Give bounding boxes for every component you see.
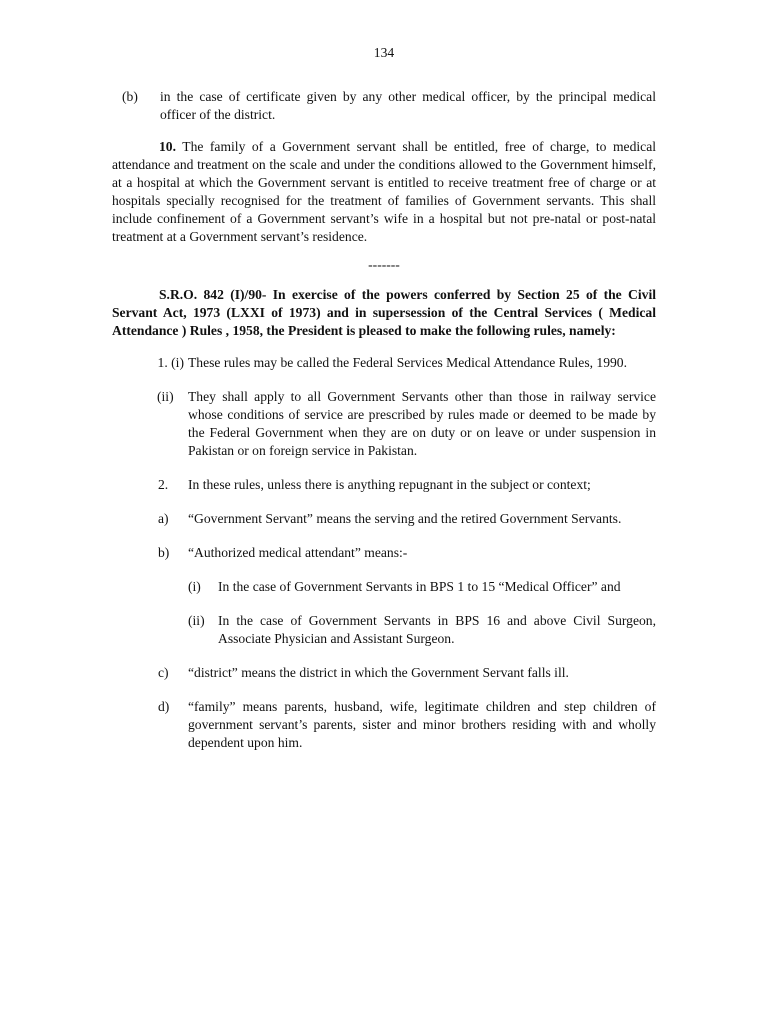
definition-c-text: “district” means the district in which the Government Servant falls ill. (188, 665, 569, 680)
clause-b-label: (b) (122, 89, 138, 104)
definition-d-text: “family” means parents, husband, wife, legitimate children and step children of government servant’s parents, sister and minor brothers residing with and wholly dependent upon him. (188, 699, 656, 750)
clause-b (112, 88, 656, 124)
definition-a-text: “Government Servant” means the serving and the retired Government Servants. (188, 511, 622, 526)
rule-2-text: In these rules, unless there is anything repugnant in the subject or context; (188, 477, 591, 492)
rule-1-number-and-label (112, 354, 188, 372)
definition-b-label: b) (158, 545, 170, 560)
paragraph-10-text: The family of a Government servant shall be entitled, free of charge, to medical attendance and treatment on the scale and under the conditions allowed to the Government himself, at a hospital at which the Government servant is entitled to receive treatment free of charge or at hospitals specially recognised for the treatment of families of Government servants. This shall include confinement of a Government servant’s wife in a hospital but not pre-natal or post-natal treatment at a Government servant’s residence. (112, 139, 657, 244)
rule-1-i (112, 354, 656, 372)
definition-a (112, 510, 656, 528)
definition-c (112, 664, 656, 682)
rule-1-number: 1. (157, 355, 168, 370)
definition-b-ii-label: (ii) (188, 613, 205, 628)
definition-d (112, 698, 656, 752)
sro-preamble: S.R.O. 842 (I)/90- In exercise of the powers conferred by Section 25 of the Civil Servant Act, 1973 (LXXI of 1973) and in supersession of the Central Services ( Medical Attendance ) Rules , 1958, the President is pleased to make the following rules, namely: (112, 287, 656, 338)
rule-1-i-text: These rules may be called the Federal Services Medical Attendance Rules, 1990. (188, 355, 628, 370)
rule-2-number: 2. (158, 477, 169, 492)
definition-b-ii-text: In the case of Government Servants in BPS 16 and above Civil Surgeon, Associate Physician and Assistant Surgeon. (218, 613, 656, 646)
paragraph-10-number: 10. (159, 139, 176, 154)
rule-1-ii-label: (ii) (157, 389, 174, 404)
rule-1-i-label: (i) (171, 355, 184, 370)
definition-b-i-label: (i) (188, 579, 201, 594)
rule-1-ii-text: They shall apply to all Government Servants other than those in railway service whose conditions of service are prescribed by rules made or deemed to be made by the Federal Government when they are on duty or on leave or under suspension in Pakistan or on foreign service in Pakistan. (188, 389, 656, 458)
definition-b (112, 544, 656, 562)
separator: ------- (368, 257, 400, 272)
definition-b-i-text: In the case of Government Servants in BPS 1 to 15 “Medical Officer” and (218, 579, 621, 594)
definition-b-text: “Authorized medical attendant” means:- (188, 545, 408, 560)
definition-c-label: c) (158, 665, 169, 680)
definition-b-i (112, 578, 656, 596)
rule-1-ii (112, 388, 656, 460)
clause-b-text: in the case of certificate given by any other medical officer, by the principal medical officer of the district. (160, 89, 656, 122)
rule-2 (112, 476, 656, 494)
page-number: 134 (373, 45, 395, 60)
definition-b-ii (112, 612, 656, 648)
definition-d-label: d) (158, 699, 170, 714)
paragraph-10 (112, 138, 656, 246)
definition-a-label: a) (158, 511, 169, 526)
